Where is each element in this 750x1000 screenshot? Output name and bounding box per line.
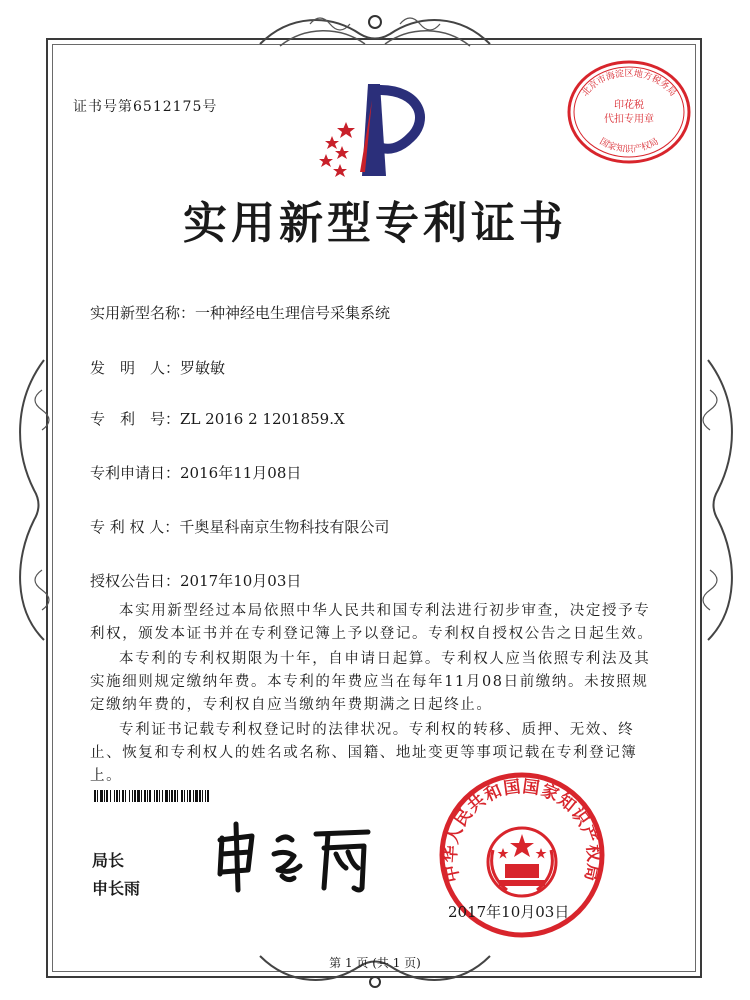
director-title: 局长 [92,851,125,870]
tax-seal-outer-text: 北京市海淀区地方税务局 [580,69,678,99]
page-number: 第 1 页 (共 1 页) [329,956,421,970]
left-ornament [4,350,52,650]
right-ornament [700,350,748,650]
field-label: 专 利 号： [90,410,181,428]
director-name: 申长雨 [92,879,141,898]
tax-seal-bottom-text: 国家知识产权局 [597,136,661,155]
seal-text: 中华人民共和国国家知识产权局 [440,776,604,884]
field-value: 2016年11月08日 [180,464,302,482]
director-signature [208,818,378,898]
tax-stamp-seal [565,58,693,166]
tax-seal-inner-text-2: 代扣专用章 [604,114,654,125]
field-label: 授权公告日： [90,572,181,590]
field-label: 专 利 权 人： [90,518,180,536]
top-ornament [250,4,500,56]
issue-date: 2017年10月03日 [448,903,570,921]
tax-seal-inner-text-1: 印花税 [614,100,644,111]
field-label: 专利申请日： [90,464,181,482]
field-value: 一种神经电生理信号采集系统 [195,304,391,322]
field-patentee [90,516,389,537]
field-value: ZL 2016 2 1201859.X [180,410,345,428]
barcode-bar [207,790,209,802]
field-value: 千奥星科南京生物科技有限公司 [179,518,390,536]
field-label: 发 明 人： [90,359,181,377]
field-value: 2017年10月03日 [180,572,302,590]
barcode [94,790,328,802]
body-paragraph-3: 专利证书记载专利权登记时的法律状况。专利权的转移、质押、无效、终止、恢复和专利权人的姓名或名称、国籍、地址变更等事项记载在专利登记簿上。 [90,722,638,784]
field-grant-date [90,570,301,591]
field-label: 实用新型名称： [90,304,196,322]
field-application-date [90,462,301,483]
field-utility-model-name [90,302,390,323]
field-inventor [90,357,225,378]
certificate-number: 证书号第6512175号 [73,99,218,115]
field-value: 罗敏敏 [180,359,226,377]
field-patent-number [90,408,345,429]
body-paragraph-2: 本专利的专利权期限为十年，自申请日起算。专利权人应当依照专利法及其实施细则规定缴纳年费。本专利的年费应当在每年11月08日前缴纳。未按照规定缴纳年费的，专利权自应当缴纳年费期满之日起终止。 [90,651,651,713]
certificate-body [90,600,660,790]
svg-text:国家知识产权局 [598,136,661,155]
cnipa-logo [302,76,442,186]
certificate-title: 实用新型专利证书 [183,198,567,249]
body-paragraph-1: 本实用新型经过本局依照中华人民共和国专利法进行初步审查，决定授予专利权，颁发本证书并在专利登记簿上予以登记。专利权自授权公告之日起生效。 [90,603,654,642]
